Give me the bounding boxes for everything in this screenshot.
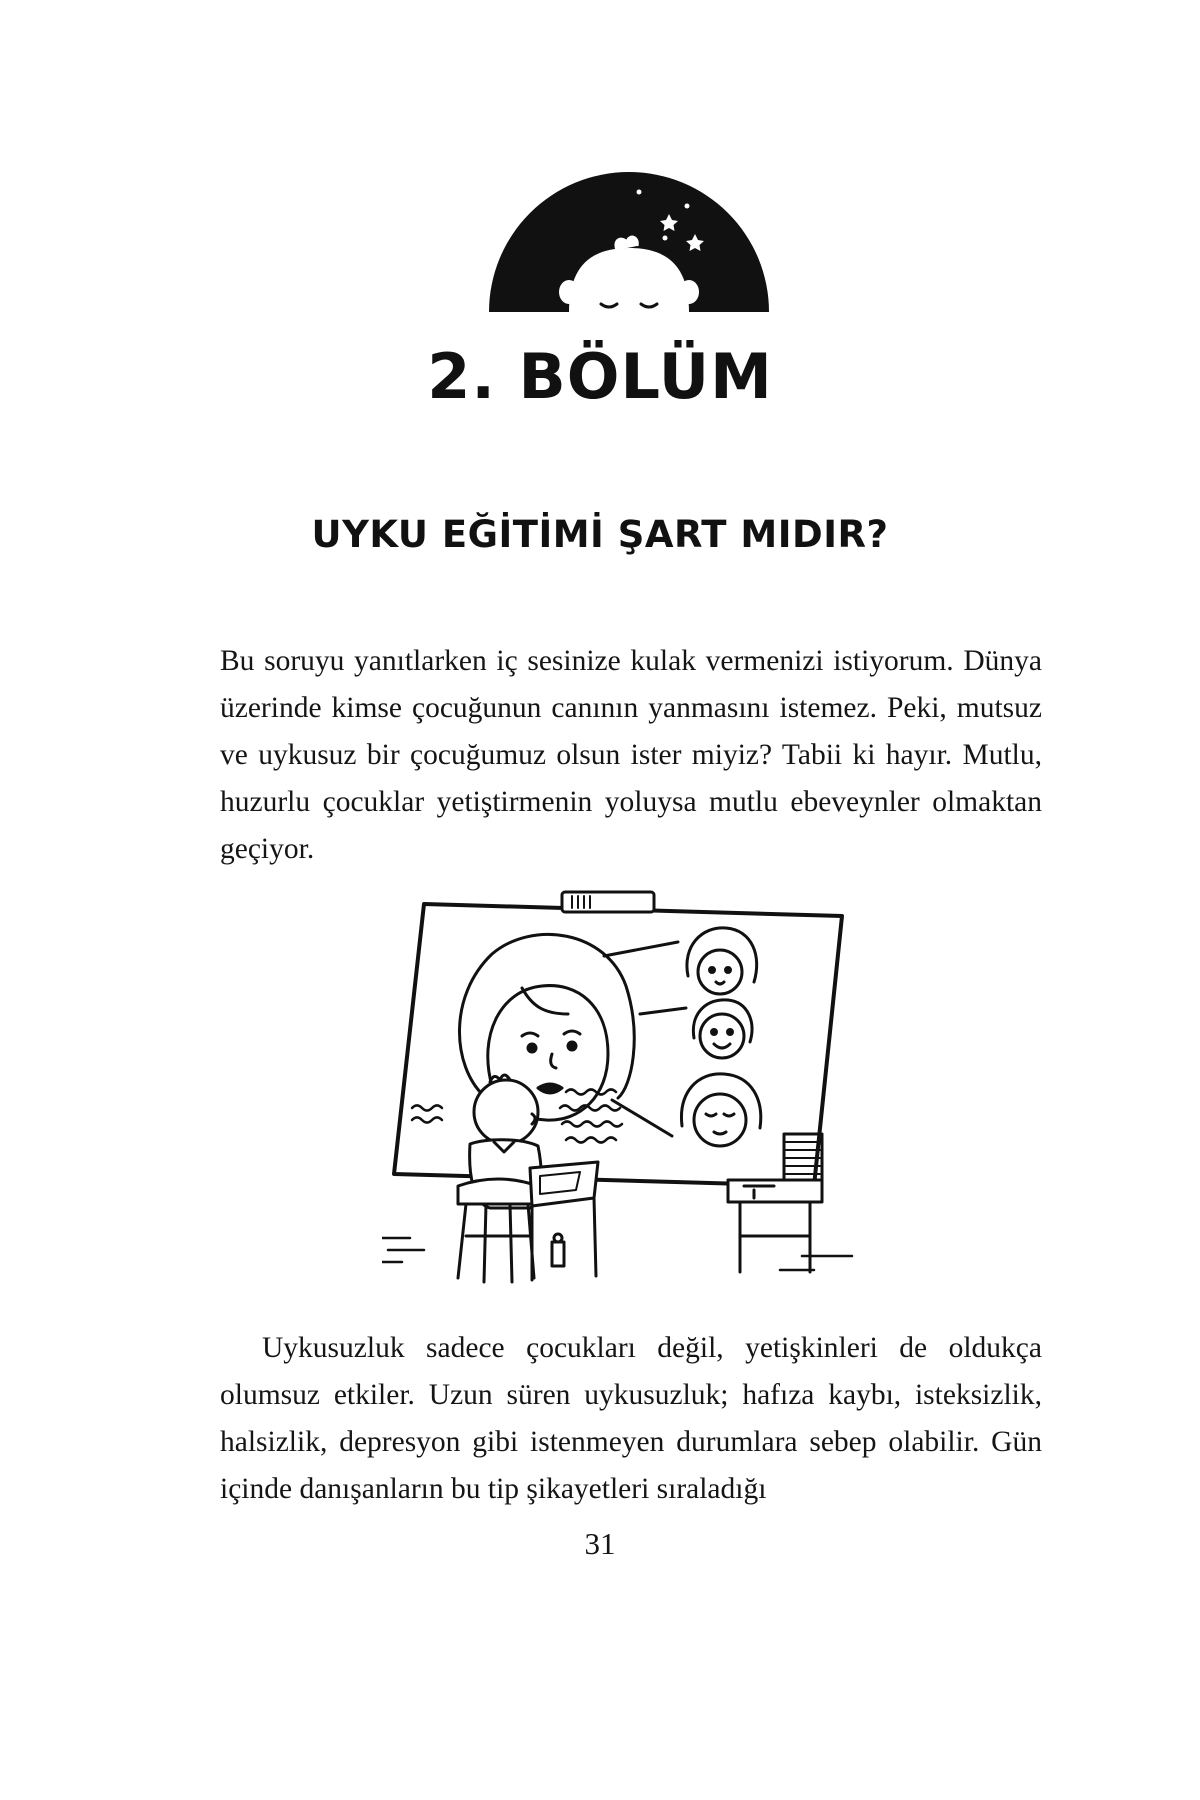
page-number: 31	[584, 1526, 616, 1561]
child-at-desk-video-call-illustration	[382, 886, 872, 1306]
body-paragraph: Bu soruyu yanıtlarken iç sesinize kulak vermenizi istiyorum. Dünya üzerinde kimse çocuğunun canının yanmasını istemez. Peki, mutsuz ve uykusuz bir çocuğumuz olsun ister miyiz? Tabii ki hayır. Mutlu, huzurlu çocuklar yetiştirmenin yoluysa mutlu ebeveynler olmaktan geçiyor.	[220, 645, 1042, 865]
sleeping-child-night-arch-icon	[489, 170, 769, 312]
section-heading: UYKU EĞİTİMİ ŞART MIDIR?	[311, 513, 889, 556]
chapter-title: 2. BÖLÜM	[427, 340, 773, 413]
body-paragraph: Uykusuzluk sadece çocukları değil, yetişkinleri de oldukça olumsuz etkiler. Uzun süren uykusuzluk; hafıza kaybı, isteksizlik, halsizlik, depresyon gibi istenmeyen durumlara sebep olabilir. Gün içinde danışanların bu tip şikayetleri sıraladığı	[220, 1332, 1042, 1505]
